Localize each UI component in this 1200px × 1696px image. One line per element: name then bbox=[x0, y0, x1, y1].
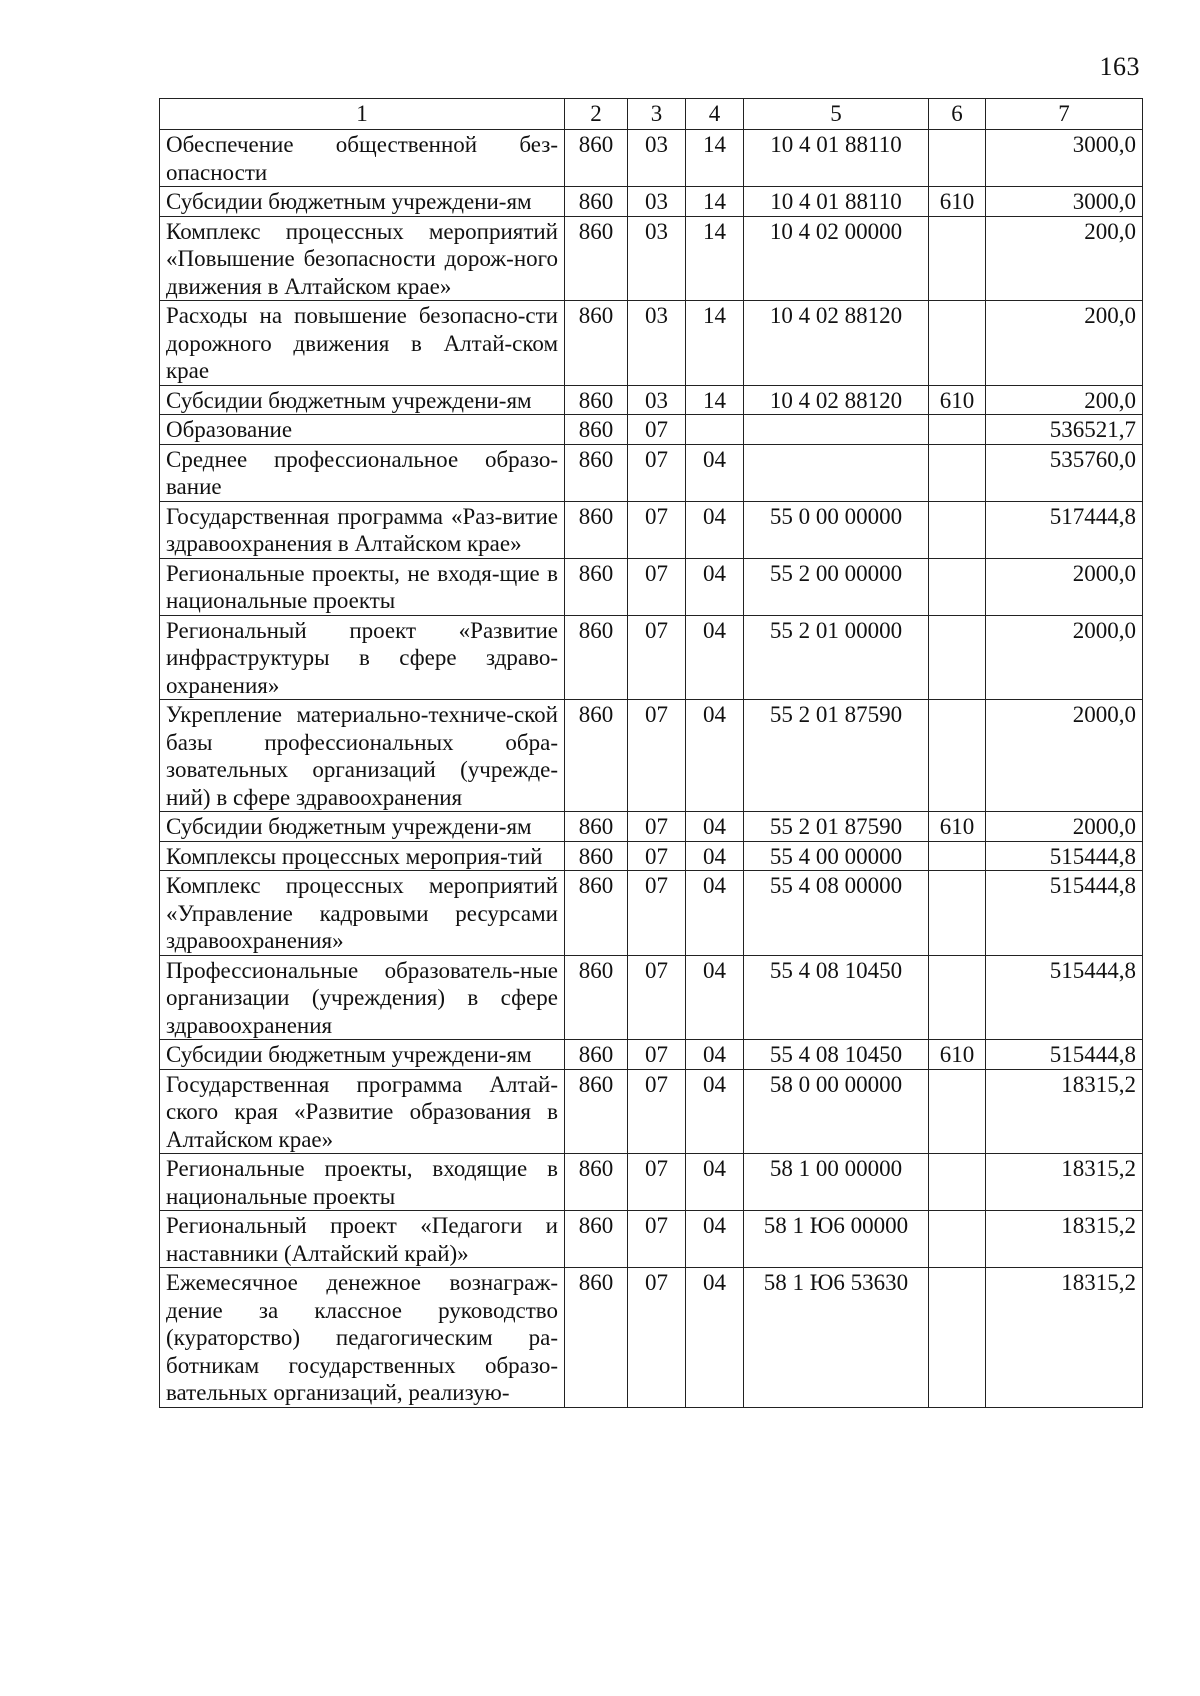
amount-cell: 515444,8 bbox=[986, 1040, 1143, 1070]
amount-cell: 2000,0 bbox=[986, 558, 1143, 615]
table-row bbox=[160, 955, 1143, 1040]
item-name-cell: Государственная программа «Раз-витие здравоохранения в Алтайском крае» bbox=[160, 501, 565, 558]
target-article-cell: 55 4 08 00000 bbox=[744, 871, 929, 956]
expense-type-cell bbox=[929, 216, 986, 301]
column-header: 7 bbox=[986, 99, 1143, 130]
amount-cell: 18315,2 bbox=[986, 1268, 1143, 1408]
subsection-code-cell: 14 bbox=[686, 187, 744, 217]
expense-type-cell bbox=[929, 1211, 986, 1268]
table-row bbox=[160, 501, 1143, 558]
ministry-code-cell: 860 bbox=[565, 216, 628, 301]
amount-cell: 18315,2 bbox=[986, 1211, 1143, 1268]
ministry-code-cell: 860 bbox=[565, 558, 628, 615]
section-code-cell: 07 bbox=[628, 1069, 686, 1154]
ministry-code-cell: 860 bbox=[565, 1211, 628, 1268]
table-row bbox=[160, 216, 1143, 301]
table-row bbox=[160, 1040, 1143, 1070]
item-name-cell: Субсидии бюджетным учреждени-ям bbox=[160, 812, 565, 842]
subsection-code-cell: 04 bbox=[686, 1069, 744, 1154]
subsection-code-cell: 14 bbox=[686, 385, 744, 415]
item-name-cell: Комплекс процессных мероприятий «Повышение безопасности дорож-ного движения в Алтайском крае» bbox=[160, 216, 565, 301]
section-code-cell: 07 bbox=[628, 841, 686, 871]
target-article-cell: 58 1 00 00000 bbox=[744, 1154, 929, 1211]
section-code-cell: 07 bbox=[628, 1268, 686, 1408]
subsection-code-cell: 04 bbox=[686, 444, 744, 501]
column-header: 3 bbox=[628, 99, 686, 130]
expense-type-cell bbox=[929, 558, 986, 615]
amount-cell: 515444,8 bbox=[986, 841, 1143, 871]
target-article-cell: 55 2 01 87590 bbox=[744, 812, 929, 842]
amount-cell: 2000,0 bbox=[986, 812, 1143, 842]
section-code-cell: 03 bbox=[628, 130, 686, 187]
section-code-cell: 07 bbox=[628, 1040, 686, 1070]
expense-type-cell bbox=[929, 1154, 986, 1211]
page-number: 163 bbox=[1099, 52, 1140, 81]
expense-type-cell bbox=[929, 615, 986, 700]
table-row bbox=[160, 1211, 1143, 1268]
amount-cell: 200,0 bbox=[986, 216, 1143, 301]
ministry-code-cell: 860 bbox=[565, 1040, 628, 1070]
section-code-cell: 07 bbox=[628, 812, 686, 842]
table-row bbox=[160, 444, 1143, 501]
expense-type-cell bbox=[929, 700, 986, 812]
item-name-cell: Расходы на повышение безопасно-сти дорожного движения в Алтай-ском крае bbox=[160, 301, 565, 386]
table-row bbox=[160, 130, 1143, 187]
table-row bbox=[160, 1069, 1143, 1154]
subsection-code-cell: 04 bbox=[686, 871, 744, 956]
table-header-row bbox=[160, 99, 1143, 130]
expense-type-cell bbox=[929, 415, 986, 445]
expense-type-cell bbox=[929, 955, 986, 1040]
amount-cell: 200,0 bbox=[986, 385, 1143, 415]
section-code-cell: 07 bbox=[628, 501, 686, 558]
section-code-cell: 03 bbox=[628, 385, 686, 415]
budget-table bbox=[159, 98, 1143, 1408]
table-row bbox=[160, 558, 1143, 615]
target-article-cell bbox=[744, 444, 929, 501]
amount-cell: 535760,0 bbox=[986, 444, 1143, 501]
section-code-cell: 03 bbox=[628, 216, 686, 301]
item-name-cell: Субсидии бюджетным учреждени-ям bbox=[160, 1040, 565, 1070]
target-article-cell: 55 4 08 10450 bbox=[744, 1040, 929, 1070]
table-row bbox=[160, 615, 1143, 700]
ministry-code-cell: 860 bbox=[565, 415, 628, 445]
target-article-cell: 10 4 02 88120 bbox=[744, 385, 929, 415]
ministry-code-cell: 860 bbox=[565, 301, 628, 386]
item-name-cell: Укрепление материально-техниче-ской базы профессиональных обра-зовательных организаций (учрежде-ний) в сфере здравоохранения bbox=[160, 700, 565, 812]
table-body bbox=[160, 130, 1143, 1408]
expense-type-cell bbox=[929, 1069, 986, 1154]
subsection-code-cell: 04 bbox=[686, 1040, 744, 1070]
subsection-code-cell bbox=[686, 415, 744, 445]
target-article-cell: 55 2 01 00000 bbox=[744, 615, 929, 700]
amount-cell: 18315,2 bbox=[986, 1069, 1143, 1154]
table-row bbox=[160, 871, 1143, 956]
target-article-cell: 55 2 00 00000 bbox=[744, 558, 929, 615]
section-code-cell: 07 bbox=[628, 955, 686, 1040]
column-header: 2 bbox=[565, 99, 628, 130]
subsection-code-cell: 04 bbox=[686, 841, 744, 871]
expense-type-cell bbox=[929, 841, 986, 871]
subsection-code-cell: 14 bbox=[686, 130, 744, 187]
expense-type-cell: 610 bbox=[929, 385, 986, 415]
table-row bbox=[160, 841, 1143, 871]
table-row bbox=[160, 385, 1143, 415]
item-name-cell: Субсидии бюджетным учреждени-ям bbox=[160, 385, 565, 415]
subsection-code-cell: 04 bbox=[686, 615, 744, 700]
subsection-code-cell: 14 bbox=[686, 216, 744, 301]
target-article-cell: 58 0 00 00000 bbox=[744, 1069, 929, 1154]
expense-type-cell bbox=[929, 871, 986, 956]
table-row bbox=[160, 187, 1143, 217]
table-row bbox=[160, 812, 1143, 842]
item-name-cell: Региональные проекты, не входя-щие в национальные проекты bbox=[160, 558, 565, 615]
amount-cell: 18315,2 bbox=[986, 1154, 1143, 1211]
target-article-cell: 10 4 01 88110 bbox=[744, 130, 929, 187]
amount-cell: 515444,8 bbox=[986, 955, 1143, 1040]
target-article-cell: 10 4 01 88110 bbox=[744, 187, 929, 217]
expense-type-cell: 610 bbox=[929, 812, 986, 842]
amount-cell: 2000,0 bbox=[986, 700, 1143, 812]
subsection-code-cell: 04 bbox=[686, 501, 744, 558]
amount-cell: 3000,0 bbox=[986, 187, 1143, 217]
amount-cell: 517444,8 bbox=[986, 501, 1143, 558]
expense-type-cell bbox=[929, 444, 986, 501]
section-code-cell: 07 bbox=[628, 871, 686, 956]
subsection-code-cell: 04 bbox=[686, 558, 744, 615]
table-row bbox=[160, 1268, 1143, 1408]
table-row bbox=[160, 700, 1143, 812]
ministry-code-cell: 860 bbox=[565, 700, 628, 812]
expense-type-cell: 610 bbox=[929, 1040, 986, 1070]
section-code-cell: 07 bbox=[628, 700, 686, 812]
target-article-cell: 55 0 00 00000 bbox=[744, 501, 929, 558]
amount-cell: 3000,0 bbox=[986, 130, 1143, 187]
column-header: 1 bbox=[160, 99, 565, 130]
item-name-cell: Региональный проект «Педагоги и наставники (Алтайский край)» bbox=[160, 1211, 565, 1268]
ministry-code-cell: 860 bbox=[565, 1069, 628, 1154]
expense-type-cell bbox=[929, 501, 986, 558]
expense-type-cell: 610 bbox=[929, 187, 986, 217]
item-name-cell: Среднее профессиональное образо-вание bbox=[160, 444, 565, 501]
section-code-cell: 03 bbox=[628, 187, 686, 217]
ministry-code-cell: 860 bbox=[565, 187, 628, 217]
column-header: 6 bbox=[929, 99, 986, 130]
expense-type-cell bbox=[929, 130, 986, 187]
target-article-cell: 55 2 01 87590 bbox=[744, 700, 929, 812]
item-name-cell: Профессиональные образователь-ные организации (учреждения) в сфере здравоохранения bbox=[160, 955, 565, 1040]
amount-cell: 2000,0 bbox=[986, 615, 1143, 700]
item-name-cell: Ежемесячное денежное вознаграж-дение за классное руководство (кураторство) педагогическим ра-ботникам государственных образо-вательных организаций, реализую- bbox=[160, 1268, 565, 1408]
target-article-cell: 55 4 08 10450 bbox=[744, 955, 929, 1040]
ministry-code-cell: 860 bbox=[565, 812, 628, 842]
section-code-cell: 03 bbox=[628, 301, 686, 386]
section-code-cell: 07 bbox=[628, 444, 686, 501]
ministry-code-cell: 860 bbox=[565, 841, 628, 871]
expense-type-cell bbox=[929, 1268, 986, 1408]
column-header: 5 bbox=[744, 99, 929, 130]
target-article-cell: 55 4 00 00000 bbox=[744, 841, 929, 871]
ministry-code-cell: 860 bbox=[565, 955, 628, 1040]
ministry-code-cell: 860 bbox=[565, 501, 628, 558]
ministry-code-cell: 860 bbox=[565, 385, 628, 415]
item-name-cell: Обеспечение общественной без-опасности bbox=[160, 130, 565, 187]
section-code-cell: 07 bbox=[628, 558, 686, 615]
expense-type-cell bbox=[929, 301, 986, 386]
section-code-cell: 07 bbox=[628, 1154, 686, 1211]
ministry-code-cell: 860 bbox=[565, 871, 628, 956]
column-header: 4 bbox=[686, 99, 744, 130]
ministry-code-cell: 860 bbox=[565, 1268, 628, 1408]
target-article-cell: 58 1 Ю6 53630 bbox=[744, 1268, 929, 1408]
item-name-cell: Комплексы процессных мероприя-тий bbox=[160, 841, 565, 871]
subsection-code-cell: 14 bbox=[686, 301, 744, 386]
section-code-cell: 07 bbox=[628, 615, 686, 700]
subsection-code-cell: 04 bbox=[686, 1154, 744, 1211]
subsection-code-cell: 04 bbox=[686, 1211, 744, 1268]
section-code-cell: 07 bbox=[628, 415, 686, 445]
item-name-cell: Образование bbox=[160, 415, 565, 445]
subsection-code-cell: 04 bbox=[686, 700, 744, 812]
amount-cell: 200,0 bbox=[986, 301, 1143, 386]
target-article-cell: 10 4 02 00000 bbox=[744, 216, 929, 301]
item-name-cell: Государственная программа Алтай-ского края «Развитие образования в Алтайском крае» bbox=[160, 1069, 565, 1154]
item-name-cell: Региональный проект «Развитие инфраструктуры в сфере здраво-охранения» bbox=[160, 615, 565, 700]
table-row bbox=[160, 1154, 1143, 1211]
ministry-code-cell: 860 bbox=[565, 1154, 628, 1211]
subsection-code-cell: 04 bbox=[686, 812, 744, 842]
target-article-cell bbox=[744, 415, 929, 445]
table-row bbox=[160, 415, 1143, 445]
item-name-cell: Региональные проекты, входящие в национальные проекты bbox=[160, 1154, 565, 1211]
item-name-cell: Субсидии бюджетным учреждени-ям bbox=[160, 187, 565, 217]
target-article-cell: 58 1 Ю6 00000 bbox=[744, 1211, 929, 1268]
section-code-cell: 07 bbox=[628, 1211, 686, 1268]
table-row bbox=[160, 301, 1143, 386]
amount-cell: 515444,8 bbox=[986, 871, 1143, 956]
target-article-cell: 10 4 02 88120 bbox=[744, 301, 929, 386]
item-name-cell: Комплекс процессных мероприятий «Управление кадровыми ресурсами здравоохранения» bbox=[160, 871, 565, 956]
subsection-code-cell: 04 bbox=[686, 955, 744, 1040]
ministry-code-cell: 860 bbox=[565, 444, 628, 501]
ministry-code-cell: 860 bbox=[565, 130, 628, 187]
amount-cell: 536521,7 bbox=[986, 415, 1143, 445]
subsection-code-cell: 04 bbox=[686, 1268, 744, 1408]
ministry-code-cell: 860 bbox=[565, 615, 628, 700]
